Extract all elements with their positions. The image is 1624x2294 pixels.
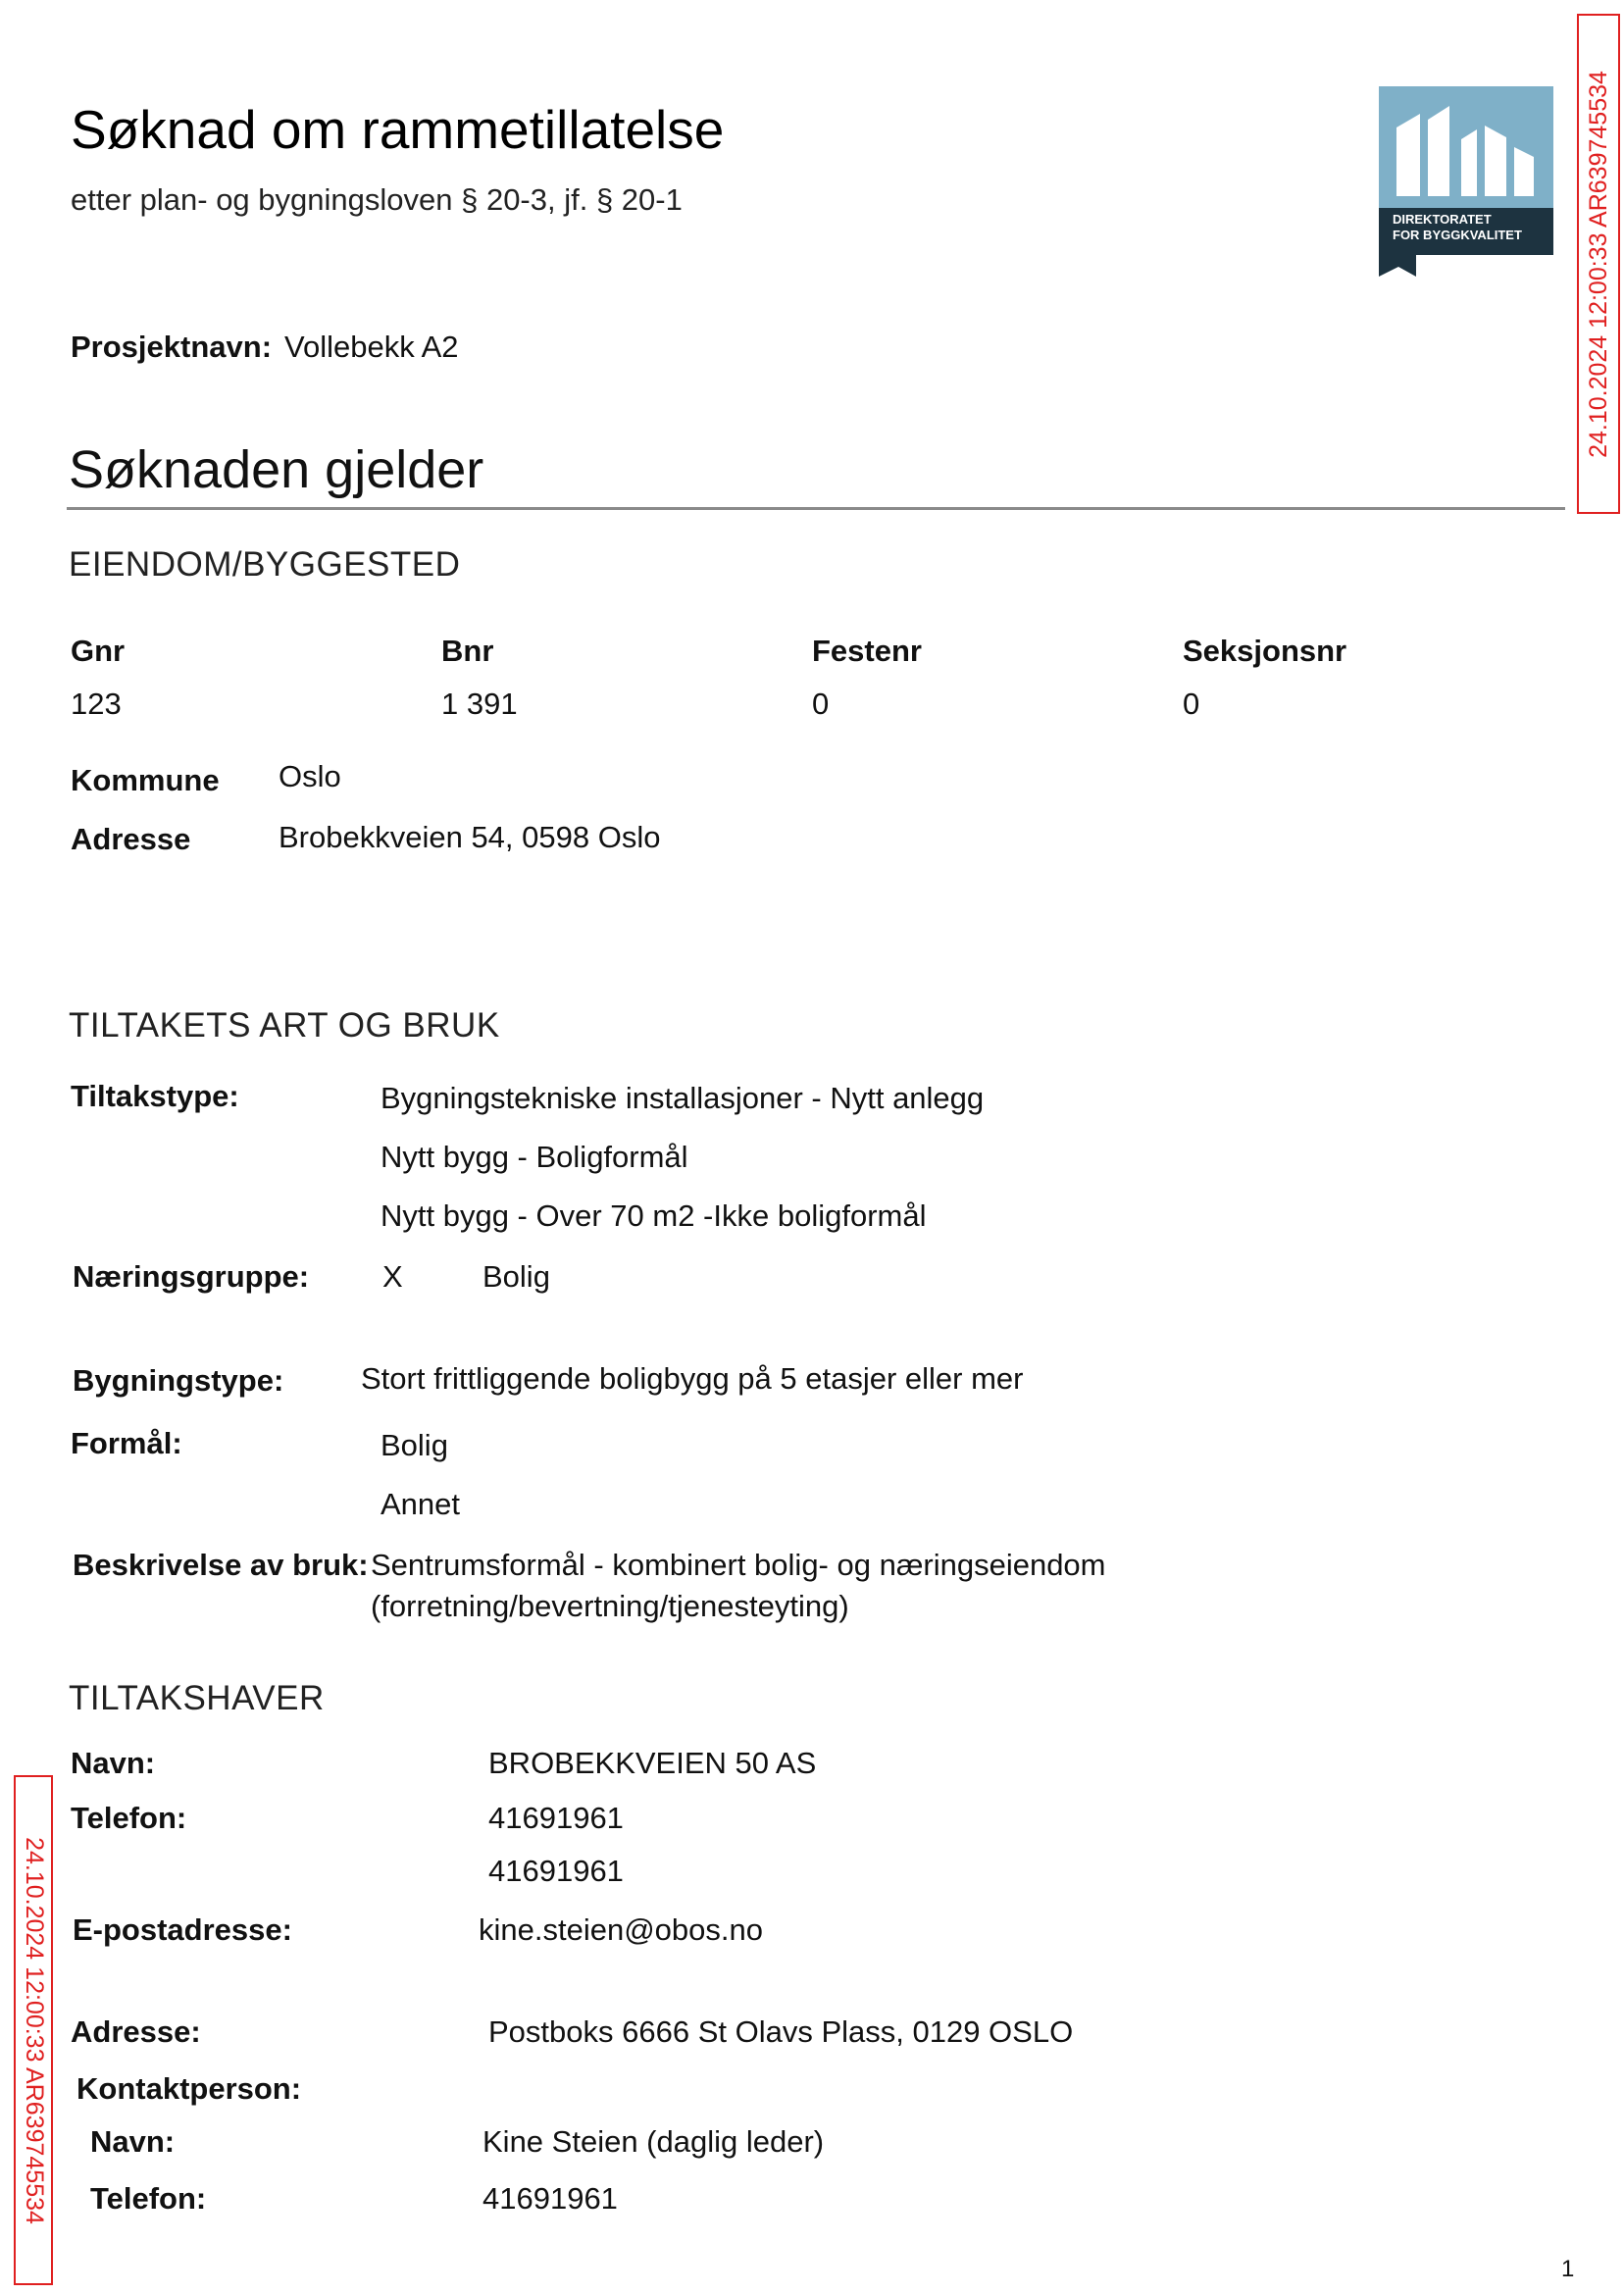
kommune-value: Oslo bbox=[279, 759, 341, 793]
property-heading: EIENDOM/BYGGESTED bbox=[69, 545, 461, 584]
timestamp-stamp-top bbox=[1577, 14, 1620, 514]
epost-value: kine.steien@obos.no bbox=[479, 1912, 763, 1947]
dibk-logo-icon bbox=[1379, 86, 1553, 277]
festenr-label: Festenr bbox=[812, 634, 922, 668]
telefon-label: Telefon: bbox=[71, 1801, 187, 1835]
project-label: Prosjektnavn: bbox=[71, 330, 273, 364]
bnr-label: Bnr bbox=[441, 634, 494, 668]
dibk-logo bbox=[1379, 86, 1553, 277]
adresse-value: Brobekkveien 54, 0598 Oslo bbox=[279, 820, 661, 854]
bygningstype-value: Stort frittliggende boligbygg på 5 etasjer eller mer bbox=[361, 1361, 1024, 1396]
gnr-label: Gnr bbox=[71, 634, 126, 668]
timestamp-stamp-left bbox=[14, 1775, 53, 2285]
section-title: Søknaden gjelder bbox=[69, 440, 484, 499]
tiltak-heading: TILTAKETS ART OG BRUK bbox=[69, 1006, 500, 1045]
tiltakshaver-adresse-label: Adresse: bbox=[71, 2014, 201, 2049]
telefon-value-1: 41691961 bbox=[488, 1801, 624, 1835]
telefon-value-2: 41691961 bbox=[488, 1854, 624, 1888]
adresse-label: Adresse bbox=[71, 822, 191, 856]
tiltakshaver-adresse-value: Postboks 6666 St Olavs Plass, 0129 OSLO bbox=[488, 2014, 1074, 2049]
gnr-value: 123 bbox=[71, 687, 122, 721]
naeringsgruppe-value: Bolig bbox=[482, 1259, 550, 1294]
section-divider bbox=[67, 507, 1565, 510]
kontakt-telefon-label: Telefon: bbox=[90, 2181, 207, 2216]
formal-value-1: Bolig bbox=[381, 1428, 448, 1462]
document-subtitle: etter plan- og bygningsloven § 20-3, jf. § 20-1 bbox=[71, 182, 683, 217]
seksjonsnr-value: 0 bbox=[1183, 687, 1200, 721]
festenr-value: 0 bbox=[812, 687, 830, 721]
seksjonsnr-label: Seksjonsnr bbox=[1183, 634, 1347, 668]
tiltakstype-value-1: Bygningstekniske installasjoner - Nytt anlegg bbox=[381, 1081, 985, 1115]
tiltakstype-value-2: Nytt bygg - Boligformål bbox=[381, 1140, 688, 1174]
timestamp-stamp-top-text: 24.10.2024 12:00:33 AR639745534 bbox=[1584, 70, 1612, 458]
kontaktperson-label: Kontaktperson: bbox=[76, 2071, 302, 2106]
tiltakstype-label: Tiltakstype: bbox=[71, 1079, 239, 1113]
navn-label: Navn: bbox=[71, 1746, 156, 1780]
page-number: 1 bbox=[1561, 2256, 1575, 2282]
project-value: Vollebekk A2 bbox=[284, 330, 459, 364]
naeringsgruppe-code: X bbox=[382, 1259, 403, 1294]
beskrivelse-line-1: Sentrumsformål - kombinert bolig- og næringseiendom bbox=[371, 1548, 1106, 1582]
beskrivelse-label: Beskrivelse av bruk: bbox=[73, 1548, 369, 1582]
kommune-label: Kommune bbox=[71, 763, 220, 797]
naeringsgruppe-label: Næringsgruppe: bbox=[73, 1259, 310, 1294]
tiltakstype-value-3: Nytt bygg - Over 70 m2 -Ikke boligformål bbox=[381, 1198, 927, 1233]
timestamp-stamp-left-text: 24.10.2024 12:00:33 AR639745534 bbox=[20, 1836, 48, 2224]
logo-text-line1: DIREKTORATET bbox=[1393, 212, 1492, 227]
kontakt-telefon-value: 41691961 bbox=[482, 2181, 618, 2216]
navn-value: BROBEKKVEIEN 50 AS bbox=[488, 1746, 817, 1780]
kontakt-navn-value: Kine Steien (daglig leder) bbox=[482, 2124, 825, 2159]
bnr-value: 1 391 bbox=[441, 687, 518, 721]
formal-label: Formål: bbox=[71, 1426, 182, 1460]
bygningstype-label: Bygningstype: bbox=[73, 1363, 284, 1398]
epost-label: E-postadresse: bbox=[73, 1912, 292, 1947]
beskrivelse-line-2: (forretning/bevertning/tjenesteyting) bbox=[371, 1589, 849, 1623]
document-title: Søknad om rammetillatelse bbox=[71, 99, 725, 160]
tiltakshaver-heading: TILTAKSHAVER bbox=[69, 1679, 325, 1717]
logo-text-line2: FOR BYGGKVALITET bbox=[1393, 228, 1522, 242]
kontakt-navn-label: Navn: bbox=[90, 2124, 176, 2159]
formal-value-2: Annet bbox=[381, 1487, 461, 1521]
